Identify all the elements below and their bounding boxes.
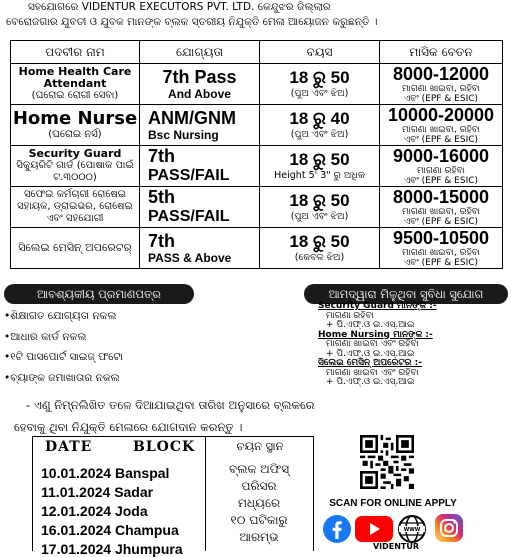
qualification-sub: PASS/FAIL [148,167,230,184]
salary-note: ଏବଂ (EPF & ESIC) [403,176,479,186]
schedule-block: Jhumpura [114,541,183,557]
facilities-title: ଆମଦ୍ୱାରା ମିଳୁଥିବା ସୁବିଧା ସୁଯୋଗ [304,284,508,304]
post-cell [11,146,140,187]
instagram-icon[interactable] [434,513,464,543]
age-cell [260,105,380,146]
age-cell [260,187,380,228]
age-range: 18 ରୁ 50 [289,191,350,210]
salary-cell [380,105,503,146]
age-range: 18 ରୁ 50 [289,232,350,251]
facebook-icon[interactable] [322,514,352,544]
list-item: •୧ଟି ପାସପୋର୍ଟ ସାଇଜ୍ ଫଟୋ [4,351,124,363]
post-cell [11,187,140,228]
schedule-date: 10.01.2024 [41,465,112,481]
salary-note: ଏବଂ (EPF & ESIC) [403,258,479,268]
post-cell [11,64,140,105]
table-row [11,146,503,187]
location-line: ପରିସର [241,479,277,493]
qualification: 7th Pass [162,66,237,87]
facility-heading: Home Nursing ମାନଙ୍କ :- [318,329,433,340]
post-name: Security Guard [28,147,122,160]
facilities-list [318,302,468,388]
salary-note: ଏବଂ (EPF & ESIC) [403,135,479,145]
documents-title: ଆବଶ୍ୟକୀୟ ପ୍ରମାଣପତ୍ର [4,284,194,304]
qualification-sub: PASS/FAIL [148,208,230,225]
schedule-block: Champua [114,522,179,538]
post-name-odia: (ଘରୋଇ ରୋଗୀ ସେବା) [31,90,119,101]
salary-note: ମାଗଣା ଖାଇବା, ରହିବା [402,84,480,94]
table-row [11,187,503,228]
qualification-cell [140,187,260,228]
table-row [11,105,503,146]
svg-text:WWW: WWW [403,527,421,533]
location-line: ଆରମ୍ଭ [239,530,279,544]
age-note: Height 5' 3" ରୁ ଅଧିକ [274,170,365,181]
salary-note: ମାଗଣା ରହିବା [417,166,465,176]
salary-cell [380,187,503,228]
age-note: (ପୁଅ ଏବଂ ଝିଅ) [290,211,349,222]
salary-note: ଏବଂ (EPF & ESIC) [403,94,479,104]
table-row [11,64,503,105]
age-cell [260,146,380,187]
qualification: 5th [148,187,175,207]
salary-note: ମାଗଣା ଖାଇବା, ରହିବା [402,248,480,258]
age-note: (କେବଳ ଝିଅ) [294,252,345,263]
header-age: ବୟସ [260,41,380,64]
facility-line: + ପି.ଏଫ୍.ଓ ଇ.ଏସ୍.ଆଇ [326,348,415,359]
schedule-divider [205,437,206,551]
post-name-odia: ସିକ୍ୟୁରିଟି ଗାର୍ଡ (ପୋଷାକ ପାଇଁ ଟ.୩୦୦୦) [16,160,134,183]
salary-range: 8000-12000 [392,64,490,84]
documents-list [4,306,304,388]
facility-heading: ସିଲେଇ ମେସିନ୍ ଅପରେଟର :- [318,358,422,368]
jobs-table [10,40,503,269]
youtube-icon[interactable] [355,516,393,542]
qualification: 7th [148,230,175,251]
qualification-sub: PASS & Above [148,250,232,265]
salary-note: ମାଗଣା ଖାଇବା, ରହିବା [402,207,480,217]
qualification: ANM/GNM [148,107,236,128]
schedule-block: Joda [114,503,148,519]
date-header: DATE [45,439,93,455]
qr-code[interactable] [360,435,414,489]
salary-note: ମାଗଣା ଖାଇବା, ରହିବା [402,125,480,135]
facility-line: + ପି.ଏଫ୍.ଓ ଇ.ଏସ୍.ଆଇ [326,320,415,330]
schedule-row [41,465,169,481]
age-cell [260,228,380,269]
salary-range: 10000-20000 [387,105,495,125]
website-label: VIDENTUR [372,542,420,551]
post-name: Home Health Care Attendant [18,65,132,90]
table-row [11,228,503,269]
location-header: ଚୟନ ସ୍ଥାନ [236,439,284,453]
qualification-sub: And Above [168,86,231,101]
intro-line: ସହଯୋଗରେ VIDENTUR EXECUTORS PVT. LTD. କେନ୍ଦୁଝର ଜିଲ୍ଲାର [28,1,331,13]
age-range: 18 ରୁ 50 [289,150,350,169]
qualification-cell [140,146,260,187]
table-header-row [11,41,503,64]
post-name-odia: (ଘରୋଇ ନର୍ସ) [48,129,102,140]
facility-line: ମାଗଣା ଖାଇବା ଏବଂ ରହିବା [326,339,419,349]
list-item: •ଶିକ୍ଷାଗତ ଯୋଗ୍ୟତା ନକଲ [4,310,117,322]
post-cell [11,228,140,269]
location-line: ମଧ୍ୟରେ [237,496,281,510]
location-line: ୧୦ ଘଟିକାରୁ [230,513,288,527]
schedule-block: Sadar [114,484,154,500]
schedule-row [41,522,179,538]
age-note: (ପୁଅ ଏବଂ ଝିଅ) [290,129,349,140]
location-text [209,461,309,546]
schedule-row [41,541,183,557]
schedule-block: Banspal [114,465,170,481]
qualification-cell [140,228,260,269]
salary-note: ଏବଂ (EPF & ESIC) [403,217,479,227]
schedule-date: 12.01.2024 [41,503,112,519]
header-post: ପଦବୀର ନାମ [11,41,140,64]
salary-range: 9500-10500 [392,228,490,248]
schedule-box [32,436,314,557]
list-item: •ବ୍ୟାଙ୍କ ଜମାଖାତାର ନକଲ [4,371,120,384]
facility-heading: Security Guard ମାନଙ୍କ :- [318,301,437,311]
block-header: BLOCK [133,439,196,455]
qualification: 7th [148,146,175,166]
salary-range: 8000-15000 [392,187,490,207]
notice-line: ହେବାକୁ ଥିବା ନିଯୁକ୍ତି ମେଳାରେ ଯୋଗଦାନ କରନ୍ତୁ । [14,420,243,434]
qualification-sub: Bsc Nursing [148,127,219,142]
schedule-row [41,503,148,519]
location-line: ବ୍ଲକ ଅଫିସ୍ [228,462,290,476]
salary-cell [380,228,503,269]
qualification-cell [140,64,260,105]
schedule-date: 11.01.2024 [41,484,111,500]
header-qualification: ଯୋଗ୍ୟତା [140,41,260,64]
salary-cell [380,64,503,105]
post-name: Home Nurse [12,108,138,129]
age-cell [260,64,380,105]
facility-line: ମାଗଣା ରହିବା [326,310,374,321]
salary-cell [380,146,503,187]
header-salary: ମାସିକ ବେତନ [380,41,503,64]
qualification-cell [140,105,260,146]
globe-icon[interactable] [396,514,428,544]
announcement-line: ବେରୋଜଗାର ଯୁବତୀ ଓ ଯୁବକ ମାନଙ୍କ ବ୍ଲକ ସ୍ତରୀୟ ନିଯୁକ୍ତି ମେଳା ଆୟୋଜନ କରୁଛନ୍ତି । [6,16,378,28]
age-range: 18 ରୁ 50 [289,68,350,87]
facility-line: + ପି.ଏଫ୍.ଓ ଇ.ଏସ୍.ଆଇ [326,377,415,387]
schedule-row [41,484,153,500]
age-note: (ପୁଅ ଏବଂ ଝିଅ) [290,88,349,99]
post-name-odia: ସଫେଇ କର୍ମଚାରୀ ରୋଷେଇ ସହାୟକ, ଡ୍ରାଇଭର, ରୋଷେଇ ଏବଂ ସହଯୋଗୀ [17,189,133,224]
post-name-odia: ସିଲେଇ ମେସିନ୍ ଅପରେଟର୍ [18,241,132,254]
notice [14,394,504,438]
notice-line: - ଏଣୁ ନିମ୍ନଲିଖିତ ତଳେ ଦିଆଯାଇଥିବା ତାରିଖ ଅନୁସାରେ ବ୍ଲକରେ [26,398,315,412]
facility-line: ମାଗଣା ଖାଇବା ଏବଂ ରହିବା [326,367,419,378]
list-item: •ଆଧାର କାର୍ଡ ନକଲ [4,330,87,343]
schedule-date: 16.01.2024 [41,522,112,538]
schedule-date: 17.01.2024 [41,541,112,557]
salary-range: 9000-16000 [392,146,490,166]
scan-label: SCAN FOR ONLINE APPLY [329,498,457,509]
age-range: 18 ରୁ 40 [289,109,350,128]
post-cell [11,105,140,146]
